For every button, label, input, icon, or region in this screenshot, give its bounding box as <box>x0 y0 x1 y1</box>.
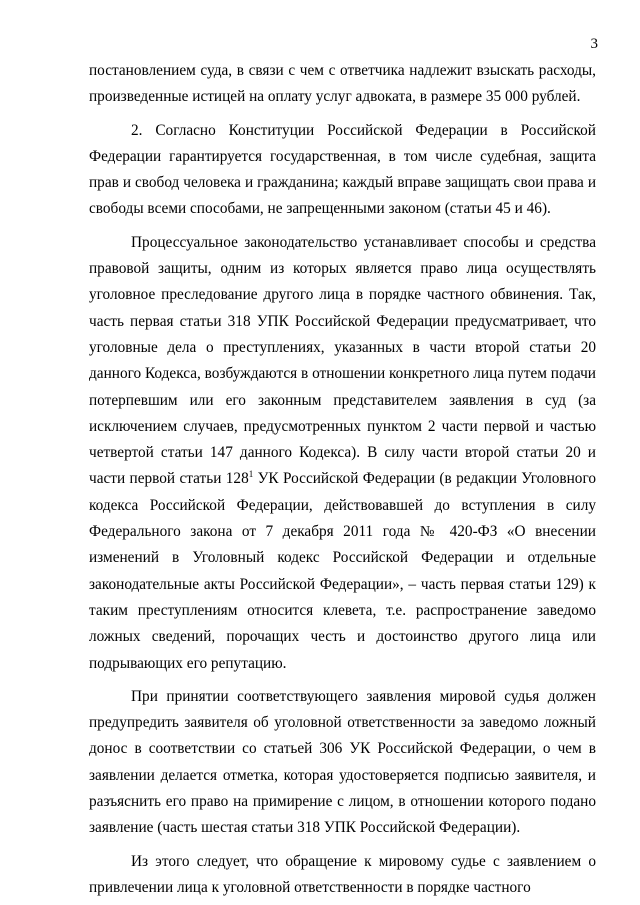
paragraph-text-after-footnote: УК Российской Федерации (в редакции Уголовного кодекса Российской Федерации, действовавшей до вступления в силу Федерального закона от 7 декабря 2011 года № 420-ФЗ «О внесении изменений в Уголовный кодекс Российской Федерации и отдельные законодательные акты Российской Федерации», – часть первая статьи 129) к таким преступлениям относится клевета, т.е. распространение заведомо ложных сведений, порочащих честь и достоинство другого лица или подрывающих его репутацию. <box>89 470 596 672</box>
article-superscript: 1 <box>248 469 254 480</box>
page-number: 3 <box>590 36 598 52</box>
paragraph-constitution: 2. Согласно Конституции Российской Федерации в Российской Федерации гарантируется государственная, в том числе судебная, защита прав и свобод человека и гражданина; каждый вправе защищать свои права и свободы всеми способами, не запрещенными законом (статьи 45 и 46). <box>89 121 596 218</box>
paragraph-continuation: постановлением суда, в связи с чем с ответчика надлежит взыскать расходы, произведенные истицей на оплату услуг адвоката, в размере 35 000 рублей. <box>89 62 596 106</box>
document-body <box>89 58 596 901</box>
paragraph-conclusion: Из этого следует, что обращение к мировому судье с заявлением о привлечении лица к уголовной ответственности в порядке частного <box>89 852 596 896</box>
paragraph-private-prosecution <box>89 230 596 677</box>
paragraph-text-before-footnote: Процессуальное законодательство устанавливает способы и средства правовой защиты, одним из которых является право лица осуществлять уголовное преследование другого лица в порядке частного обвинения. Так, часть первая статьи 318 УПК Российской Федерации предусматривает, что уголовные дела о преступлениях, указанных в части второй статьи 20 данного Кодекса, возбуждаются в отношении конкретного лица путем подачи потерпевшим или его законным представителем заявления в суд (за исключением случаев, предусмотренных пунктом 2 части первой и частью четвертой статьи 147 данного Кодекса). В силу части второй статьи 20 и части первой статьи 128 <box>89 233 596 488</box>
paragraph-magistrate-warning: При принятии соответствующего заявления мировой судья должен предупредить заявителя об уголовной ответственности за заведомо ложный донос в соответствии со статьей 306 УК Российской Федерации, о чем в заявлении делается отметка, которая удостоверяется подписью заявителя, и разъяснить его право на примирение с лицом, в отношении которого подано заявление (часть шестая статьи 318 УПК Российской Федерации). <box>89 687 596 837</box>
